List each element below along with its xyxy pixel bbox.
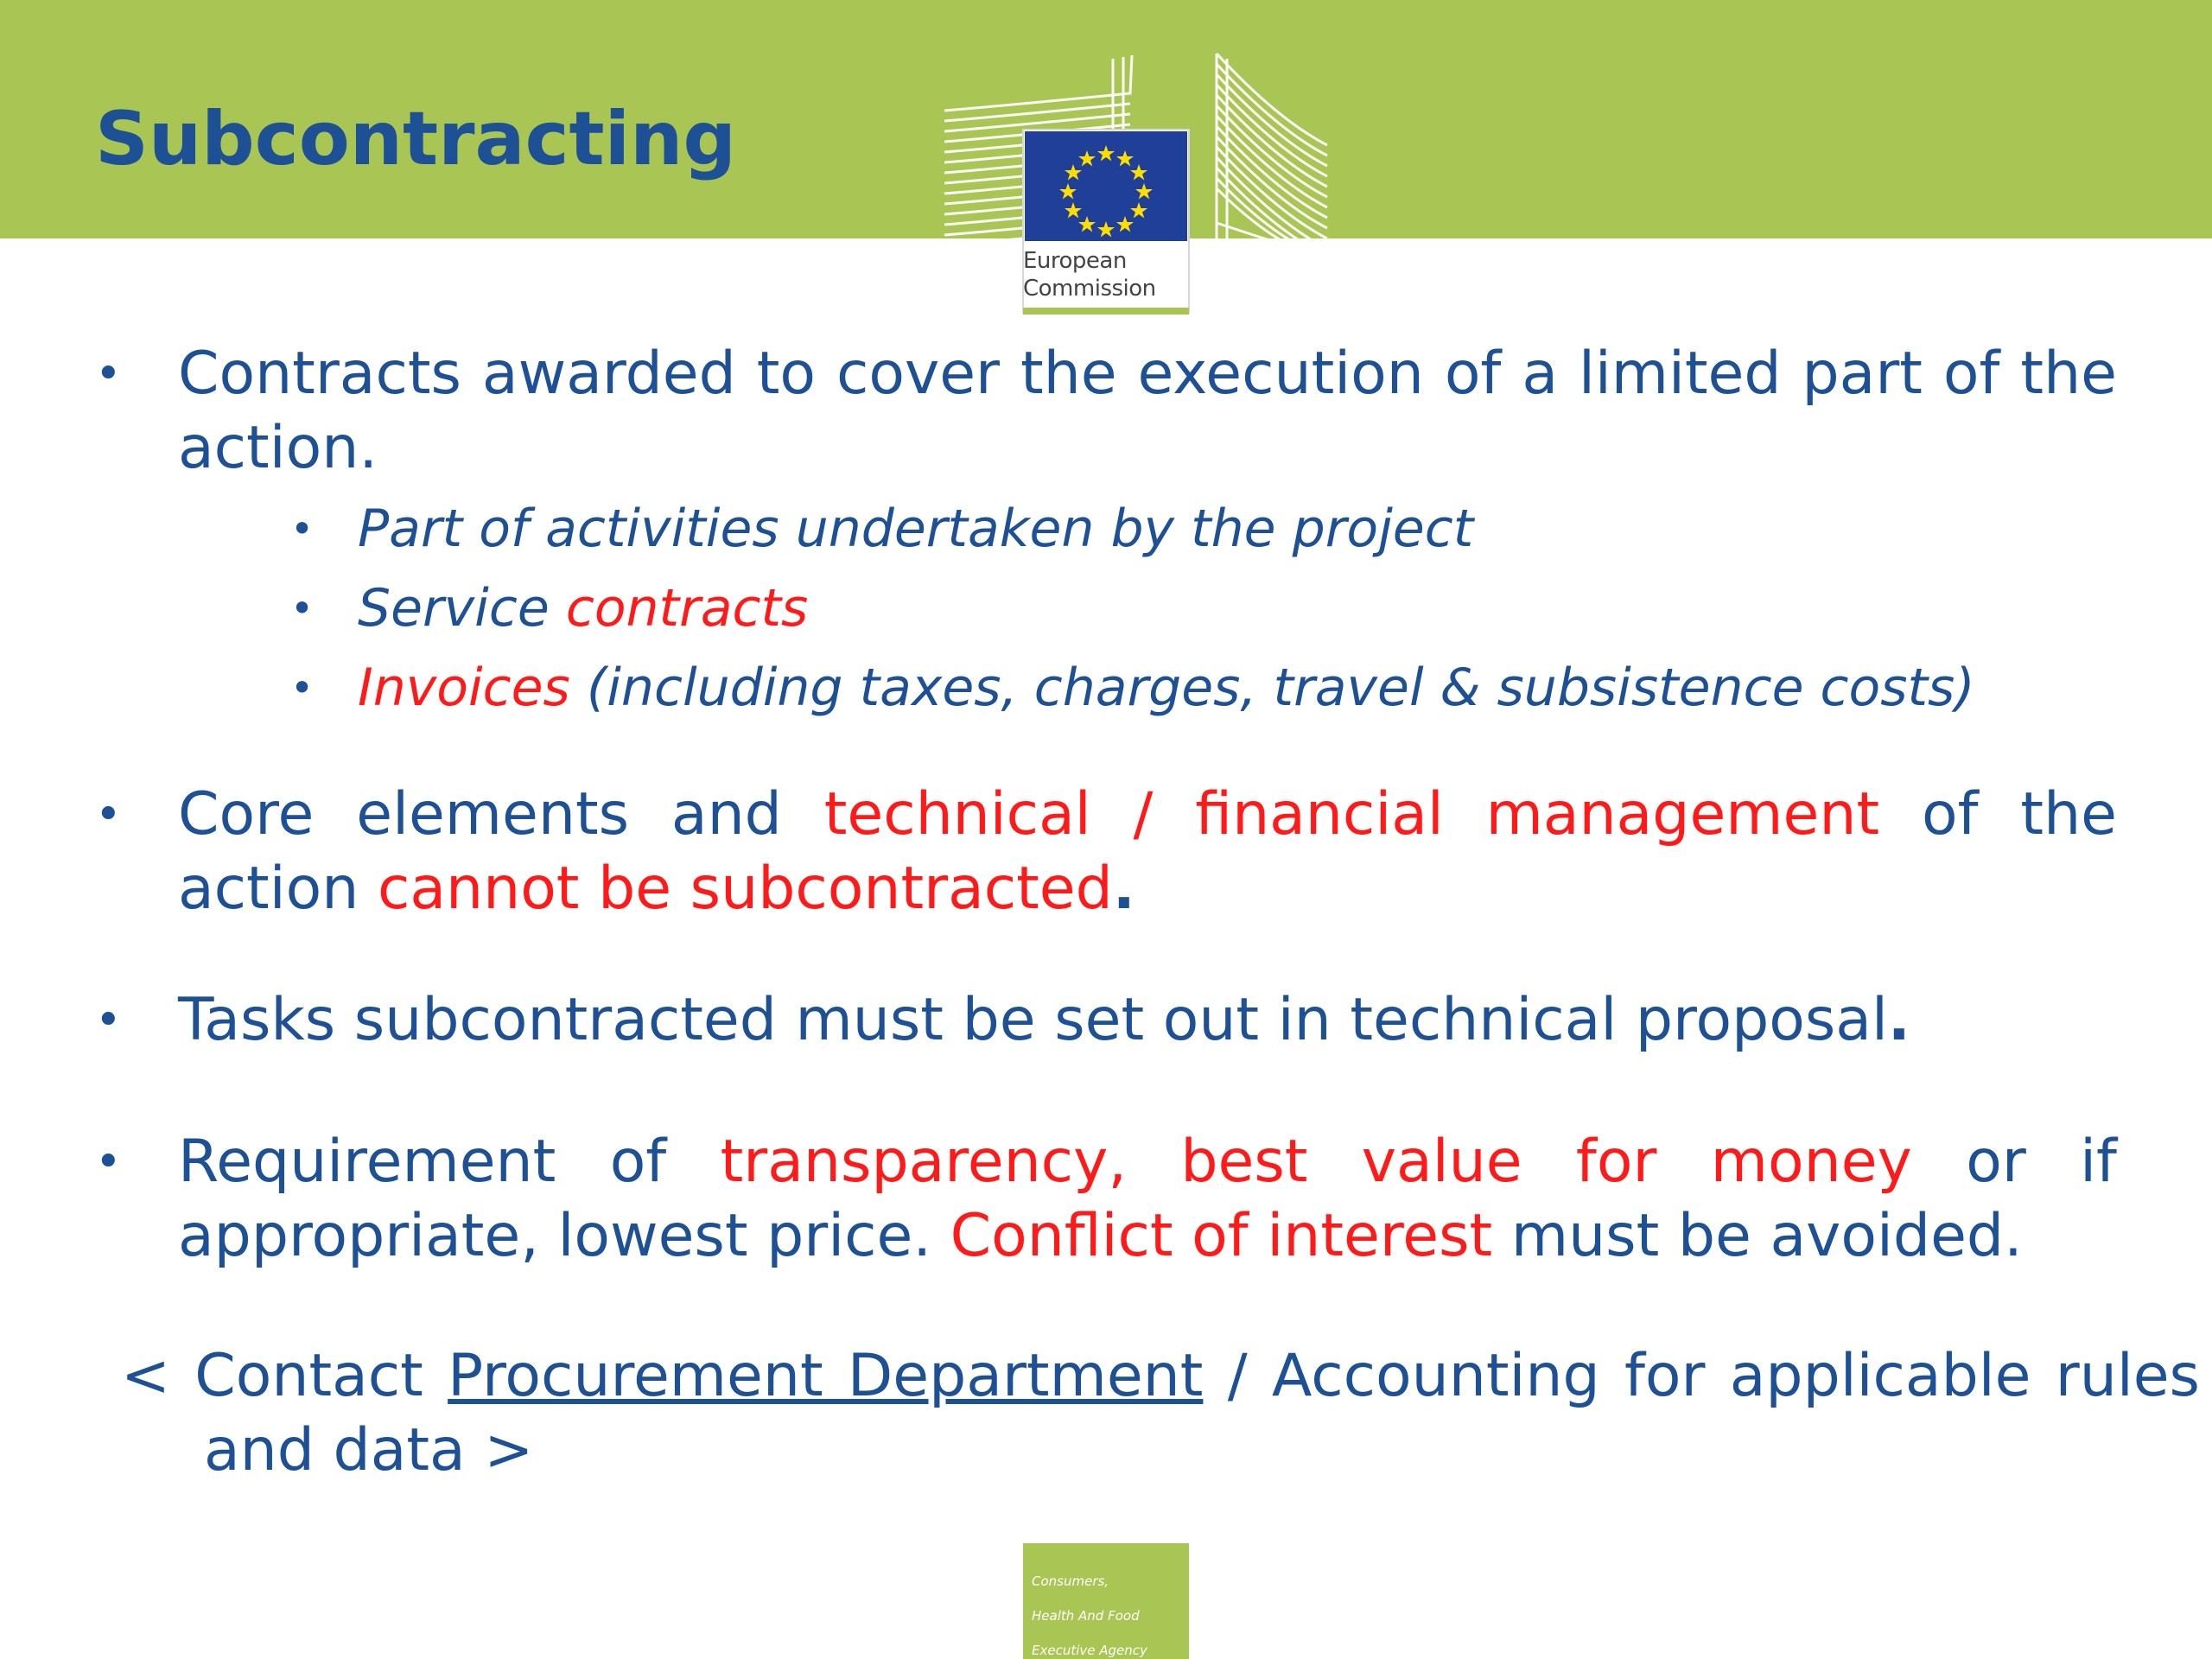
bullet-contracts-awarded xyxy=(95,337,2117,728)
bullet-4-text-e: must be avoided. xyxy=(1492,1202,2023,1270)
bullet-3-text-a: Tasks subcontracted must be set out in technical proposal xyxy=(178,986,1888,1054)
sub-bullet-activities xyxy=(178,489,2117,569)
bullet-2-text-e: . xyxy=(1112,855,1135,923)
bullet-4-text-a: Requirement of xyxy=(178,1128,721,1196)
contact-text-a: < Contact xyxy=(121,1342,448,1410)
agency-logo xyxy=(1023,1543,1189,1659)
bullet-1-text: Contracts awarded to cover the execution of a limited part of the action. xyxy=(178,340,2117,482)
bullet-requirement xyxy=(95,1125,2117,1274)
sub-bullet-service-contracts xyxy=(178,569,2117,648)
sub-bullet-invoices xyxy=(178,648,2117,728)
sub-bullet-2-text-a: Service xyxy=(358,578,566,639)
sub-bullet-3-text-a: Invoices xyxy=(358,658,570,718)
sub-bullet-2-text-b: contracts xyxy=(565,578,809,639)
bullet-2-text-c: of the action xyxy=(178,780,2117,923)
ec-logo-line2: Commission xyxy=(1023,276,1156,302)
bullet-4-text-c: or if appropriate, lowest price. xyxy=(178,1128,2117,1270)
bullet-2-text-d: cannot be subcontracted xyxy=(377,855,1113,923)
bullet-core-elements xyxy=(95,778,2117,926)
bullet-tasks-subcontracted xyxy=(95,983,2117,1058)
agency-line-1: Consumers, xyxy=(1032,1573,1109,1589)
slide-title: Subcontracting xyxy=(95,96,736,182)
agency-logo-text xyxy=(1032,1555,1187,1659)
bullet-2-text-b: technical / financial management xyxy=(823,780,1880,849)
procurement-department-link[interactable]: Procurement Department xyxy=(448,1342,1204,1410)
agency-line-2: Health And Food xyxy=(1032,1608,1140,1624)
bullet-4-text-d: Conflict of interest xyxy=(950,1202,1493,1270)
bullet-2-text-a: Core elements and xyxy=(178,780,824,849)
ec-logo-line1: European xyxy=(1023,248,1127,274)
bullet-3-text-b: . xyxy=(1887,986,1910,1054)
agency-line-3: Executive Agency xyxy=(1032,1643,1147,1658)
bullet-4-text-b: transparency, best value for money xyxy=(720,1128,1912,1196)
ec-logo-text xyxy=(1023,247,1156,302)
european-commission-logo xyxy=(940,50,1331,320)
sub-bullet-list xyxy=(178,489,2117,728)
sub-bullet-1-text: Part of activities undertaken by the project xyxy=(358,499,1474,559)
contact-note xyxy=(121,1339,2200,1488)
sub-bullet-3-text-b: (including taxes, charges, travel & subsistence costs) xyxy=(569,658,1975,718)
contact-text-c: / Accounting for applicable rules and data > xyxy=(204,1342,2200,1484)
slide-body xyxy=(95,337,2117,1274)
